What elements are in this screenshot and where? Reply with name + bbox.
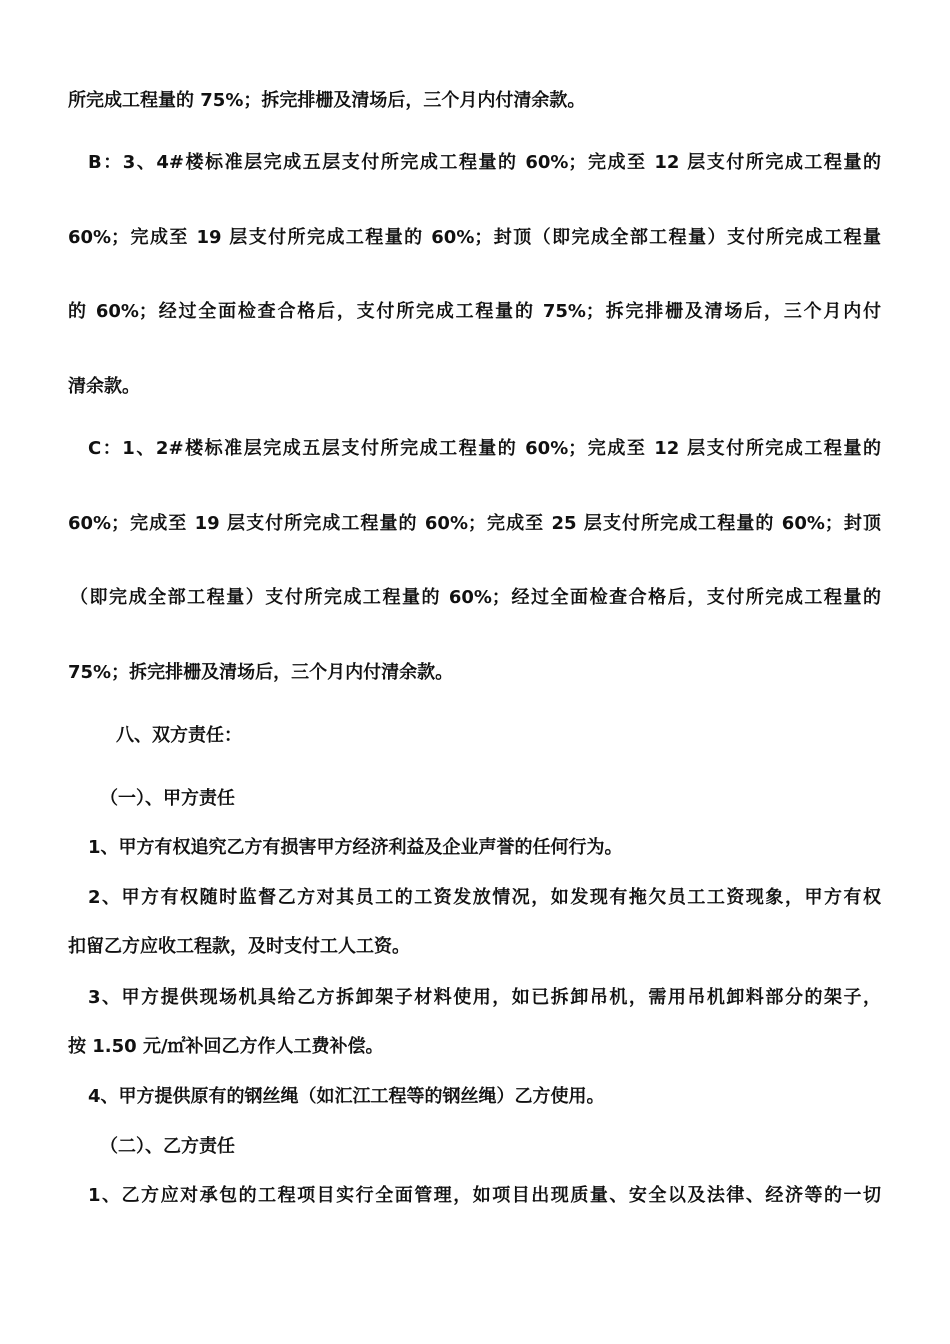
paragraph-c-line-1: C：1、2#楼标准层完成五层支付所完成工程量的 60%；完成至 12 层支付所完成工程量的 [88,438,881,459]
section-heading-8: 八、双方责任： [116,725,242,746]
paragraph-c-line-4: 75%；拆完排栅及清场后，三个月内付清余款。 [68,662,454,683]
paragraph-b-line-2: 60%；完成至 19 层支付所完成工程量的 60%；封顶（即完成全部工程量）支付所完成工程量 [68,227,881,248]
paragraph-b-line-3: 的 60%；经过全面检查合格后，支付所完成工程量的 75%；拆完排栅及清场后，三个月内付 [68,301,881,322]
paragraph-c-line-3: （即完成全部工程量）支付所完成工程量的 60%；经过全面检查合格后，支付所完成工程量的 [70,587,881,608]
paragraph-c-line-2: 60%；完成至 19 层支付所完成工程量的 60%；完成至 25 层支付所完成工程量的 60%；封顶 [68,513,881,534]
party-b-item-1-line-1: 1、乙方应对承包的工程项目实行全面管理，如项目出现质量、安全以及法律、经济等的一切 [88,1185,881,1206]
party-a-item-2-line-2: 扣留乙方应收工程款，及时支付工人工资。 [68,936,410,957]
party-a-item-1: 1、甲方有权追究乙方有损害甲方经济利益及企业声誉的任何行为。 [88,837,623,858]
paragraph-a-end-line: 所完成工程量的 75%；拆完排栅及清场后，三个月内付清余款。 [68,90,586,111]
subsection-heading-party-b: （二）、乙方责任 [100,1136,235,1157]
paragraph-b-line-4: 清余款。 [68,376,140,397]
subsection-heading-party-a: （一）、甲方责任 [100,788,235,809]
party-a-item-3-line-1: 3、甲方提供现场机具给乙方拆卸架子材料使用，如已拆卸吊机，需用吊机卸料部分的架子， [88,987,881,1008]
party-a-item-3-line-2: 按 1.50 元/㎡补回乙方作人工费补偿。 [68,1036,384,1057]
party-a-item-4: 4、甲方提供原有的钢丝绳（如汇江工程等的钢丝绳）乙方使用。 [88,1086,605,1107]
party-a-item-2-line-1: 2、甲方有权随时监督乙方对其员工的工资发放情况，如发现有拖欠员工工资现象，甲方有权 [88,887,881,908]
paragraph-b-line-1: B：3、4#楼标准层完成五层支付所完成工程量的 60%；完成至 12 层支付所完成工程量的 [88,152,881,173]
